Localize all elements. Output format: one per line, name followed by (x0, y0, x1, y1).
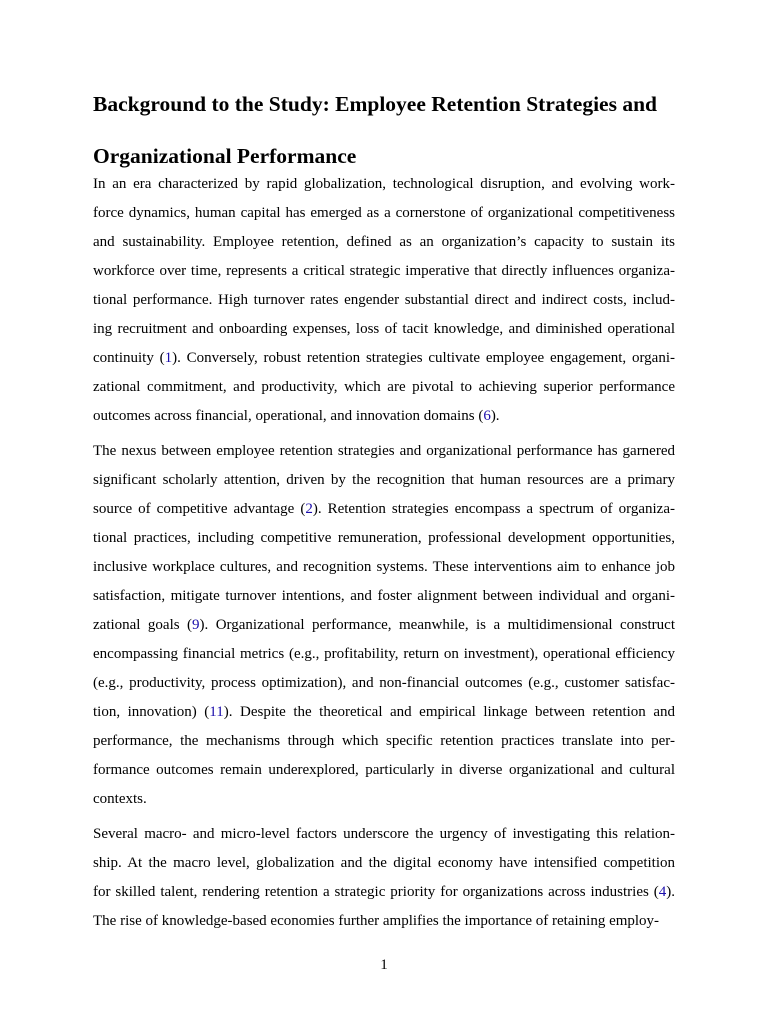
text-line (93, 344, 675, 373)
section-title-line-1: Background to the Study: Employee Retention Strategies and (93, 92, 657, 116)
paragraph (93, 437, 675, 814)
text-line (93, 466, 675, 495)
text-segment: ). Organizational performance, meanwhile, is a multidimensional construct (199, 617, 675, 633)
text-segment: and sustainability. Employee retention, defined as an organization’s capacity to sustain its (93, 234, 675, 250)
text-segment: In an era characterized by rapid globalization, technological disruption, and evolving work- (93, 176, 675, 192)
text-line (93, 820, 675, 849)
text-line (93, 170, 675, 199)
text-line (93, 257, 675, 286)
text-segment: tional performance. High turnover rates engender substantial direct and indirect costs, includ- (93, 292, 675, 308)
text-segment: ). Retention strategies encompass a spectrum of organiza- (312, 501, 675, 517)
text-line (93, 286, 675, 315)
text-segment: ). Conversely, robust retention strategies cultivate employee engagement, organi- (172, 350, 675, 366)
text-segment: encompassing financial metrics (e.g., profitability, return on investment), operational efficiency (93, 646, 675, 662)
text-line (93, 785, 675, 814)
text-line (93, 402, 675, 431)
text-segment: continuity ( (93, 350, 165, 366)
citation-link[interactable]: 1 (164, 350, 173, 366)
text-segment: satisfaction, mitigate turnover intentions, and foster alignment between individual and organi- (93, 588, 675, 604)
text-line (93, 199, 675, 228)
text-segment: force dynamics, human capital has emerged as a cornerstone of organizational competitiveness (93, 205, 675, 221)
text-segment: ing recruitment and onboarding expenses, loss of tacit knowledge, and diminished operational (93, 321, 675, 337)
text-segment: ). (666, 884, 675, 900)
body-text (93, 170, 675, 942)
text-line (93, 582, 675, 611)
text-line (93, 878, 675, 907)
text-line (93, 849, 675, 878)
text-line (93, 611, 675, 640)
text-segment: inclusive workplace cultures, and recognition systems. These interventions aim to enhance job (93, 559, 675, 575)
page-number: 1 (380, 957, 388, 973)
text-segment: workforce over time, represents a critical strategic imperative that directly influences organiza- (93, 263, 675, 279)
citation-link[interactable]: 4 (658, 884, 667, 900)
text-line (93, 907, 675, 936)
text-segment: The rise of knowledge-based economies further amplifies the importance of retaining employ- (93, 913, 660, 929)
text-line (93, 698, 675, 727)
text-segment: (e.g., productivity, process optimization), and non-financial outcomes (e.g., customer satisfac- (93, 675, 675, 691)
text-segment: Several macro- and micro-level factors underscore the urgency of investigating this relation- (93, 826, 675, 842)
text-segment: outcomes across financial, operational, and innovation domains ( (93, 408, 484, 424)
text-line (93, 228, 675, 257)
text-segment: ship. At the macro level, globalization and the digital economy have intensified competition (93, 855, 675, 871)
text-segment: zational goals ( (93, 617, 193, 633)
text-line (93, 756, 675, 785)
text-segment: formance outcomes remain underexplored, particularly in diverse organizational and cultural (93, 762, 675, 778)
text-line (93, 495, 675, 524)
citation-link[interactable]: 11 (209, 704, 224, 720)
paragraph (93, 170, 675, 431)
text-segment: ). Despite the theoretical and empirical linkage between retention and (223, 704, 675, 720)
text-segment: source of competitive advantage ( (93, 501, 306, 517)
text-segment: The nexus between employee retention strategies and organizational performance has garnered (93, 443, 675, 459)
text-segment: for skilled talent, rendering retention a strategic priority for organizations across industries ( (93, 884, 659, 900)
citation-link[interactable]: 9 (192, 617, 200, 633)
text-segment: zational commitment, and productivity, which are pivotal to achieving superior performance (93, 379, 675, 395)
text-line (93, 437, 675, 466)
citation-link[interactable]: 6 (483, 408, 491, 424)
text-line (93, 640, 675, 669)
section-title-line-2: Organizational Performance (93, 144, 357, 168)
text-segment: ). (490, 408, 500, 424)
text-segment: tional practices, including competitive remuneration, professional development opportunities, (93, 530, 675, 546)
text-line (93, 553, 675, 582)
text-segment: significant scholarly attention, driven by the recognition that human resources are a primary (93, 472, 675, 488)
text-line (93, 669, 675, 698)
paragraph (93, 820, 675, 936)
text-line (93, 524, 675, 553)
text-segment: tion, innovation) ( (93, 704, 210, 720)
text-line (93, 727, 675, 756)
text-line (93, 373, 675, 402)
text-line (93, 315, 675, 344)
citation-link[interactable]: 2 (305, 501, 313, 517)
text-segment: performance, the mechanisms through which specific retention practices translate into per- (93, 733, 675, 749)
section-title (93, 78, 693, 182)
text-segment: contexts. (93, 791, 147, 807)
